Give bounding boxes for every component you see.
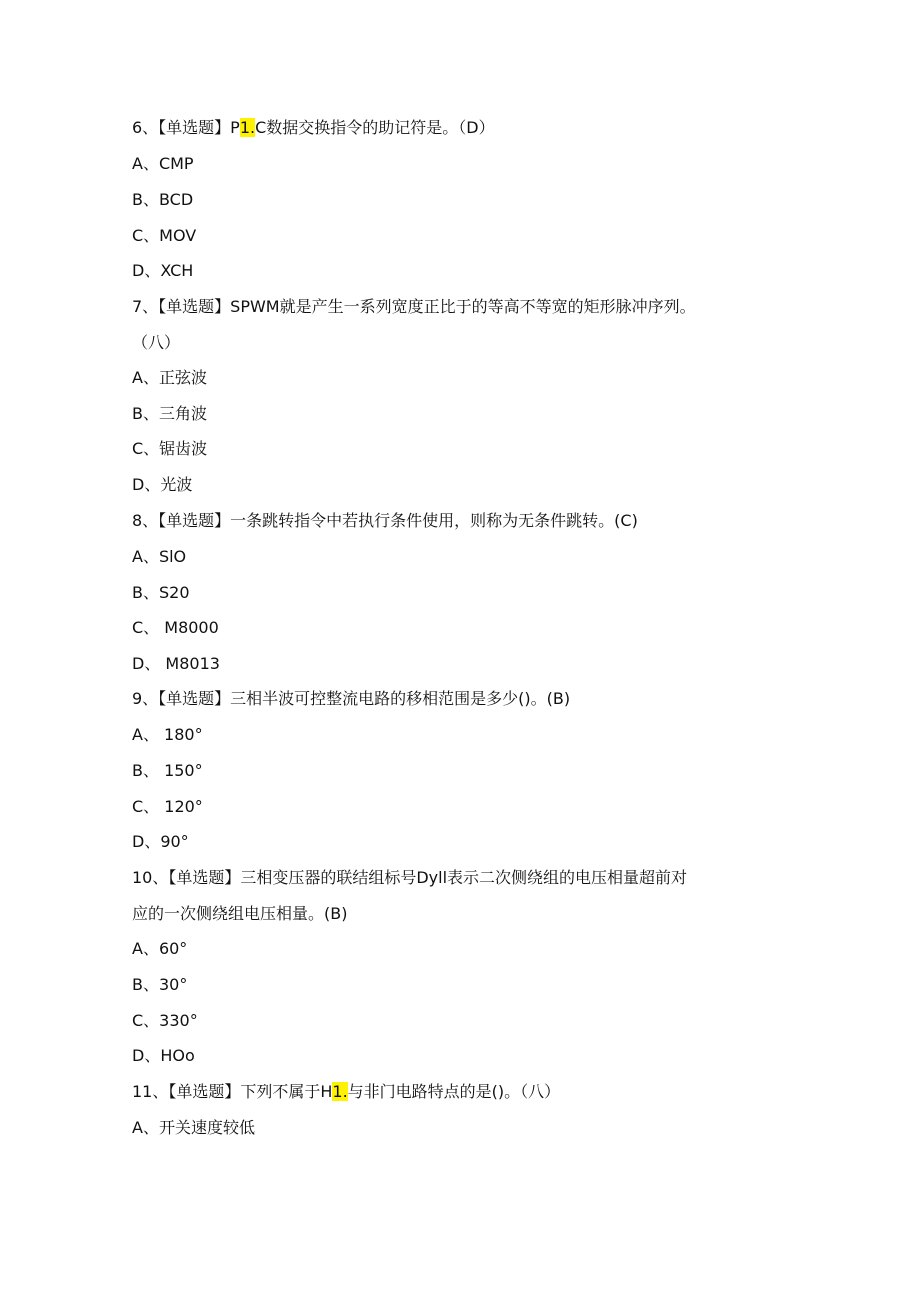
question-11-stem [132, 1081, 560, 1103]
question-11-stem-text-end: 与非门电路特点的是()。（八） [347, 1082, 561, 1101]
question-8-option-c: C、 M8000 [132, 618, 219, 637]
question-7-option-b: B、三角波 [132, 404, 207, 423]
question-10-option-b: B、30° [132, 975, 188, 994]
question-6-stem-text-end: C数据交换指令的助记符是。（D） [255, 118, 495, 137]
question-9-option-b: B、 150° [132, 761, 203, 780]
question-10-option-c: C、330° [132, 1011, 198, 1030]
question-7-option-a: A、正弦波 [132, 368, 207, 387]
question-6-option-b: B、BCD [132, 190, 194, 209]
question-8-option-d: D、 M8013 [132, 654, 220, 673]
question-9-option-d: D、90° [132, 832, 189, 851]
question-10-option-d: D、HOo [132, 1046, 195, 1065]
question-11-stem-text: 11、【单选题】下列不属于H [132, 1082, 333, 1101]
question-6-option-d: D、XCH [132, 261, 194, 280]
question-7-stem: 7、【单选题】SPWM就是产生一系列宽度正比于的等高不等宽的矩形脉冲序列。 [132, 297, 696, 316]
question-10-option-a: A、60° [132, 939, 188, 958]
question-7-option-c: C、锯齿波 [132, 439, 208, 458]
question-6-stem-text: 6、【单选题】P [132, 118, 240, 137]
question-8-stem: 8、【单选题】一条跳转指令中若执行条件使用，则称为无条件跳转。(C) [132, 511, 638, 530]
question-9-option-a: A、 180° [132, 725, 203, 744]
question-6-option-a: A、CMP [132, 154, 194, 173]
question-9-option-c: C、 120° [132, 797, 203, 816]
question-6-option-c: C、MOV [132, 226, 197, 245]
question-8-option-a: A、SlO [132, 547, 187, 566]
question-6-stem [132, 117, 495, 139]
question-10-stem-continuation: 应的一次侧绕组电压相量。(B) [132, 904, 348, 923]
question-11-option-a: A、开关速度较低 [132, 1118, 255, 1137]
question-7-option-d: D、光波 [132, 475, 193, 494]
highlighted-text: 1. [239, 118, 256, 137]
highlighted-text: 1. [332, 1082, 348, 1101]
question-10-stem: 10、【单选题】三相变压器的联结组标号Dyll表示二次侧绕组的电压相量超前对 [132, 868, 688, 887]
question-7-stem-continuation: （八） [132, 333, 181, 352]
question-8-option-b: B、S20 [132, 583, 190, 602]
question-9-stem: 9、【单选题】三相半波可控整流电路的移相范围是多少()。(B) [132, 689, 571, 708]
